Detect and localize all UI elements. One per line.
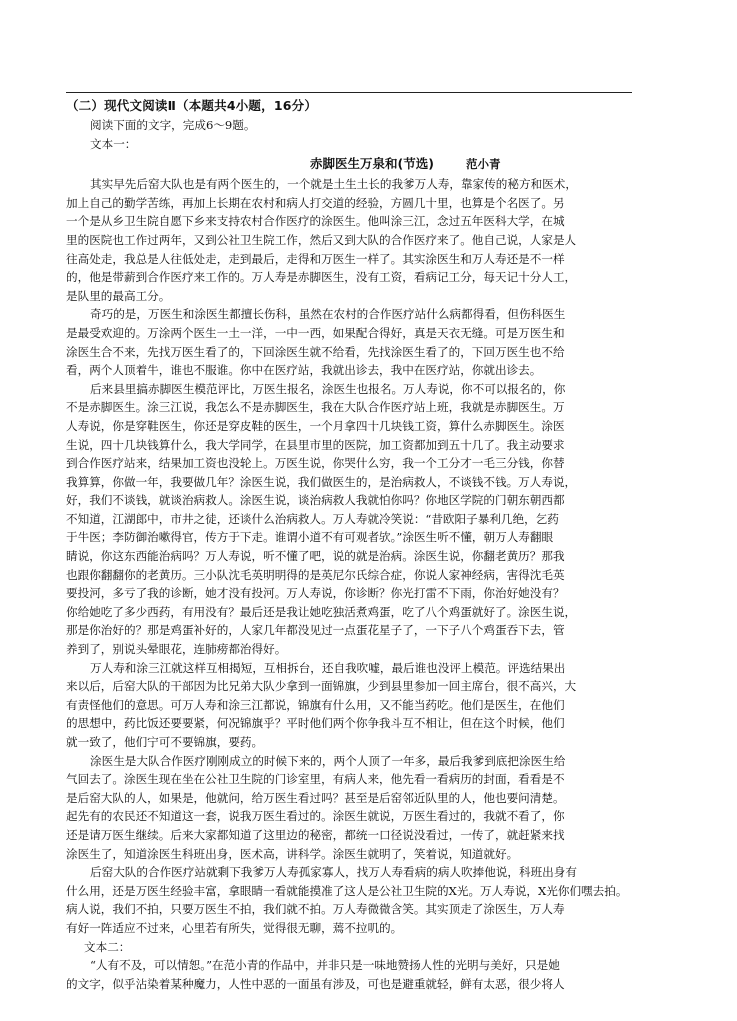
instructions: 阅读下面的文字，完成6～9题。 xyxy=(90,118,256,132)
paragraph-line: 涂医生合不来，先找万医生看了的，下回涂医生就不给看，先找涂医生看了的，下回万医生也不给 xyxy=(66,344,565,359)
header-rule xyxy=(66,92,632,93)
paragraph-line: 来以后，后窑大队的干部因为比兄弟大队少拿到一面锦旗，少到县里参加一回主席台，很不高兴，大 xyxy=(66,679,577,694)
paragraph-line: 是队里的最高工分。 xyxy=(66,288,171,303)
paragraph-line: 有好一阵适应不过来，心里若有所失，觉得很无聊，蔫不拉叽的。 xyxy=(66,920,403,935)
paragraph xyxy=(66,175,678,305)
paragraph-line: 好，我们不谈钱，就谈治病救人。涂医生说，谈治病救人我就怕你吗？你地区学院的门朝东朝西都 xyxy=(66,493,565,508)
paragraph-line: 后来县里搞赤脚医生模范评比，万医生报名，涂医生也报名。万人寿说，你不可以报名的，你 xyxy=(90,381,566,396)
paragraph-line: 不是赤脚医生。涂三江说，我怎么不是赤脚医生，我在大队合作医疗站上班，我就是赤脚医生。万 xyxy=(66,400,565,415)
paragraph-line: 后窑大队的合作医疗站就剩下我爹万人寿孤家寡人，找万人寿看病的病人吹捧他说，科班出身有 xyxy=(90,865,577,880)
paragraph-line: 其实早先后窑大队也是有两个医生的，一个就是土生土长的我爹万人寿，靠家传的秘方和医术， xyxy=(90,177,577,192)
paragraph xyxy=(66,752,678,864)
paragraph xyxy=(66,305,678,379)
paragraph-line: 生说，四十几块钱算什么，我大学同学，在县里市里的医院，加工资都加到五十几了。我主动要求 xyxy=(66,437,565,452)
article-paragraphs xyxy=(66,175,678,937)
paragraph-line: 睛说，你这东西能治病吗？万人寿说，听不懂了吧，说的就是治病。涂医生说，你翻老黄历？那我 xyxy=(66,549,565,564)
paragraph xyxy=(66,863,678,937)
paragraph-line: 万人寿和涂三江就这样互相揭短，互相拆台，还自我吹嘘，最后谁也没评上模范。评选结果出 xyxy=(90,660,566,675)
paragraph-line: 的文字，似乎沾染着某种魔力，人性中恶的一面虽有涉及，可也是避重就轻，鲜有太恶，很少将人 xyxy=(66,976,565,991)
paragraph-line: 病人说，我们不拍，只要万医生不拍，我们就不拍。万人寿微微含笑。其实顶走了涂医生，万人寿 xyxy=(66,902,565,917)
text2-label: 文本二： xyxy=(84,939,131,954)
paragraph-line: 有责怪他们的意思。可万人寿和涂三江都说，锦旗有什么用，又不能当药吃。他们是医生，在他们 xyxy=(66,697,565,712)
document-body xyxy=(66,116,678,993)
paragraph-line: 我算算，你做一年，我要做几年？涂医生说，我们做医生的，是治病救人，不谈钱不钱。万人寿说， xyxy=(66,474,577,489)
text1-label: 文本一： xyxy=(90,136,137,151)
article-heading xyxy=(66,153,678,175)
paragraph-line: 往高处走，我总是人往低处走，走到最后，走得和万医生一样了。其实涂医生和万人寿还是不一样 xyxy=(66,251,565,266)
paragraph-line: 养到了，别说头晕眼花，连肺痨都治得好。 xyxy=(66,642,287,657)
article-title: 赤脚医生万泉和(节选) xyxy=(310,156,434,172)
section-title: （二）现代文阅读Ⅱ（本题共4小题，16分） xyxy=(66,98,318,113)
paragraph-line: 涂医生是大队合作医疗刚刚成立的时候下来的，两个人顶了一年多，最后我爹到底把涂医生给 xyxy=(90,753,566,768)
paragraph-line: 于牛医；李防御治嗽得官，传方于下走。谁谓小道不有可观者欤。”涂医生听不懂，朝万人寿翻眼 xyxy=(66,530,554,545)
article-author: 范小青 xyxy=(466,157,501,172)
paragraph xyxy=(66,659,678,752)
paragraph-line: 还是请万医生继续。后来大家都知道了这里边的秘密，都统一口径说没看过，一传了，就赶紧来找 xyxy=(66,827,565,842)
paragraph xyxy=(66,380,678,659)
paragraph-line: 一个是从乡卫生院自愿下乡来支持农村合作医疗的涂医生。他叫涂三江，念过五年医科大学，在城 xyxy=(66,214,565,229)
paragraph-line: 是最受欢迎的。万涂两个医生一土一洋，一中一西，如果配合得好，真是天衣无缝。可是万医生和 xyxy=(66,325,565,340)
paragraph-line: 要投河，多亏了我的诊断，她才没有投河。万人寿说，你诊断？你光打雷不下雨，你治好她没有？ xyxy=(66,586,565,601)
paragraph-line: 人寿说，你是穿鞋医生，你还是穿皮鞋的医生，一个月拿四十几块钱工资，算什么赤脚医生。涂医 xyxy=(66,418,565,433)
paragraph-line: 什么用，还是万医生经验丰富，拿眼睛一看就能摸准了这人是公社卫生院的X光。万人寿说，X光你们嘿去拍。 xyxy=(66,883,628,898)
paragraph-line: 是后窑大队的人，如果是，他就问，给万医生看过吗？甚至是后窑邻近队里的人，他也要问清楚。 xyxy=(66,790,565,805)
paragraph-line: 那是你治好的？那是鸡蛋补好的，人家几年都没见过一点蛋花星子了，一下子八个鸡蛋吞下去，管 xyxy=(66,623,565,638)
paragraph-line: 加上自己的勤学苦练，再加上长期在农村和病人打交道的经验，方圆几十里，也算是个名医了。另 xyxy=(66,195,565,210)
paragraph-line: 的，他是带薪到合作医疗来工作的。万人寿是赤脚医生，没有工资，看病记工分，每天记十分人工， xyxy=(66,270,577,285)
paragraph-line: 到合作医疗站来，结果加工资也没轮上。万医生说，你哭什么穷，我一个工分才一毛三分钱，你替 xyxy=(66,456,565,471)
paragraph-line: 的思想中，药比饭还要要紧，何况锦旗乎？平时他们两个你争我斗互不相让，但在这个时候，他们 xyxy=(66,716,565,731)
paragraph-line: “人有不及，可以情恕。”在范小青的作品中，并非只是一味地赞扬人性的光明与美好，只是她 xyxy=(90,958,560,973)
paragraph-line: 气回去了。涂医生现在坐在公社卫生院的门诊室里，有病人来，他先看一看病历的封面，看看是不 xyxy=(66,772,565,787)
paragraph-line: 你给她吃了多少西药，有用没有？最后还是我让她吃独活煮鸡蛋，吃了八个鸡蛋就好了。涂医生说， xyxy=(66,604,577,619)
paragraph-line: 不知道，江湖郎中，市井之徒，还谈什么治病救人。万人寿就冷笑说：“昔欧阳子暴利几绝，乞药 xyxy=(66,511,559,526)
paragraph-line: 起先有的农民还不知道这一套，说我万医生看过的。涂医生就说，万医生看过的，我就不看了，你 xyxy=(66,809,565,824)
paragraph-line: 里的医院也工作过两年，又到公社卫生院工作，然后又到大队的合作医疗来了。他自己说，人家是人 xyxy=(66,232,577,247)
paragraph-line: 奇巧的是，万医生和涂医生都擅长伤科，虽然在农村的合作医疗站什么病都得看，但伤科医生 xyxy=(90,307,566,322)
paragraph-line: 涂医生了，知道涂医生科班出身，医术高，讲科学。涂医生就明了，笑着说，知道就好。 xyxy=(66,846,519,861)
paragraph-line: 就一致了，他们宁可不要锦旗，要药。 xyxy=(66,735,264,749)
text2-paragraph xyxy=(66,956,678,993)
paragraph-line: 也跟你翻翻你的老黄历。三小队沈毛英明明得的是英尼尔氏综合症，你说人家神经病，害得沈毛英 xyxy=(66,567,565,582)
paragraph-line: 看，两个人顶着牛，谁也不服谁。你中在医疗站，我就出诊去，我中在医疗站，你就出诊去。 xyxy=(66,363,542,378)
